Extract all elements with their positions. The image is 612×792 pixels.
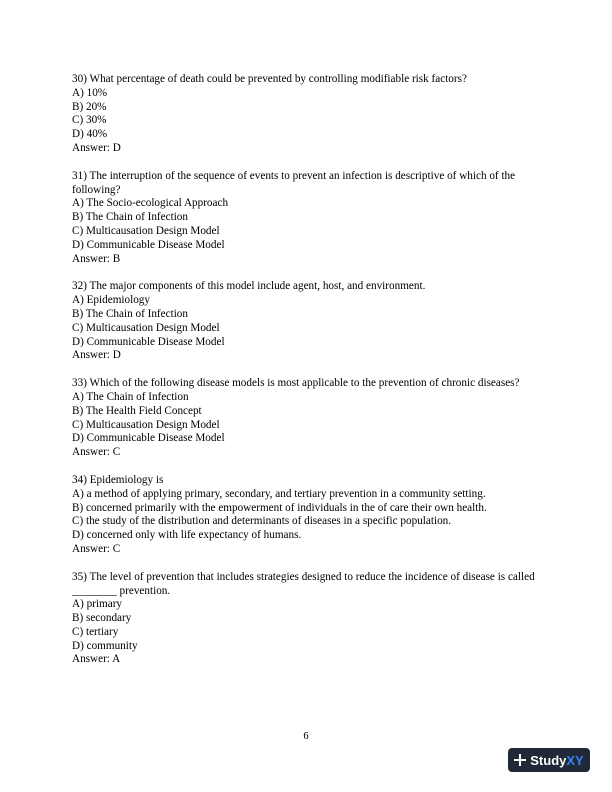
option-b: B) secondary	[72, 612, 132, 625]
question-stem: 34) Epidemiology is	[72, 473, 164, 486]
question-list	[72, 73, 542, 681]
plus-icon	[514, 754, 526, 766]
option-d: D) 40%	[72, 128, 108, 141]
option-a: A) The Socio-ecological Approach	[72, 197, 229, 210]
question-32	[72, 280, 542, 363]
option-d: D) Communicable Disease Model	[72, 432, 225, 445]
option-a: A) a method of applying primary, secondary, and tertiary prevention in a community setting.	[72, 487, 486, 500]
option-c: C) 30%	[72, 114, 107, 127]
option-c: C) tertiary	[72, 625, 119, 638]
option-d: D) concerned only with life expectancy of humans.	[72, 529, 302, 542]
option-d: D) Communicable Disease Model	[72, 335, 225, 348]
question-31	[72, 170, 542, 267]
brand-name	[530, 753, 583, 768]
option-b: B) The Chain of Infection	[72, 307, 188, 320]
option-b: B) 20%	[72, 100, 107, 113]
option-d: D) Communicable Disease Model	[72, 238, 225, 251]
option-a: A) The Chain of Infection	[72, 390, 189, 403]
answer: Answer: C	[72, 542, 121, 555]
question-stem: 30) What percentage of death could be prevented by controlling modifiable risk factors?	[72, 73, 467, 85]
studyxy-badge[interactable]	[508, 748, 590, 772]
option-a: A) Epidemiology	[72, 294, 150, 307]
question-34	[72, 474, 542, 557]
option-b: B) The Chain of Infection	[72, 211, 188, 224]
question-stem: 31) The interruption of the sequence of events to prevent an infection is descriptive of which of the following?	[72, 169, 516, 196]
option-a: A) primary	[72, 598, 123, 611]
answer: Answer: C	[72, 446, 121, 459]
question-35	[72, 571, 542, 668]
option-a: A) 10%	[72, 86, 108, 99]
option-c: C) the study of the distribution and determinants of diseases in a specific population.	[72, 515, 452, 528]
answer: Answer: A	[72, 653, 121, 666]
option-c: C) Multicausation Design Model	[72, 224, 220, 237]
question-33	[72, 377, 542, 460]
answer: Answer: D	[72, 349, 121, 362]
option-b: B) The Health Field Concept	[72, 404, 202, 417]
option-d: D) community	[72, 639, 138, 652]
question-stem: 32) The major components of this model include agent, host, and environment.	[72, 280, 426, 293]
page-number: 6	[303, 731, 309, 742]
question-30	[72, 73, 542, 156]
option-b: B) concerned primarily with the empowerment of individuals in the of care their own health.	[72, 501, 487, 514]
option-c: C) Multicausation Design Model	[72, 321, 220, 334]
answer: Answer: B	[72, 252, 121, 265]
brand-accent: XY	[566, 752, 584, 768]
question-stem: 33) Which of the following disease models is most applicable to the prevention of chronic diseases?	[72, 377, 520, 390]
brand-main: Study	[530, 752, 567, 768]
option-c: C) Multicausation Design Model	[72, 418, 220, 431]
answer: Answer: D	[72, 141, 121, 154]
question-stem: 35) The level of prevention that includes strategies designed to reduce the incidence of disease is called ________ prevention.	[72, 570, 535, 597]
